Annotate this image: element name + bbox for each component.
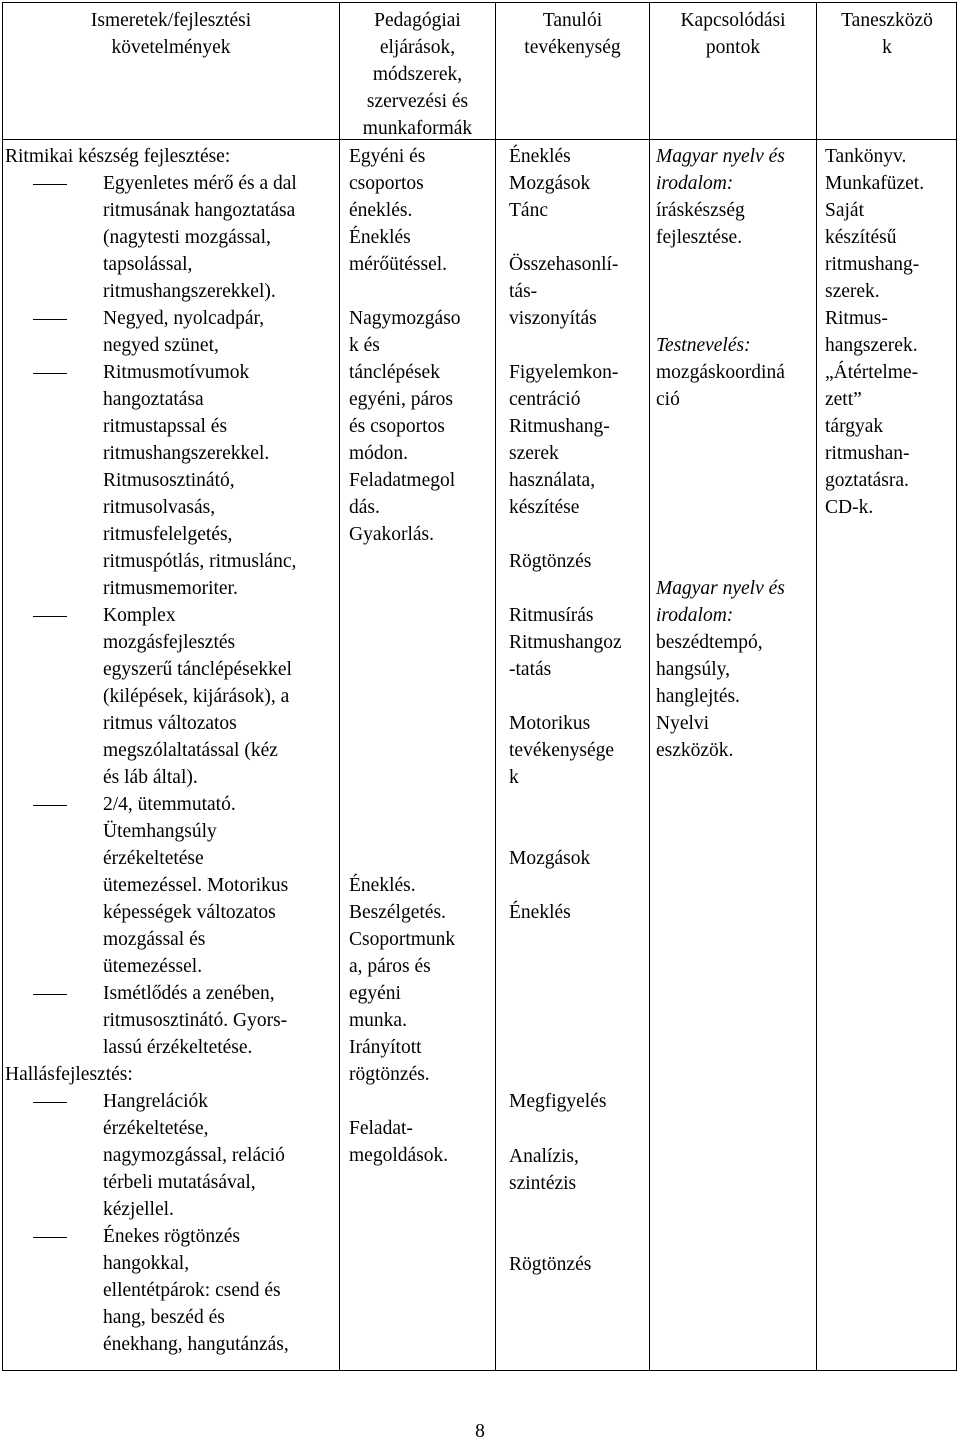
connection-text: ció bbox=[656, 389, 680, 410]
header-line: Tanulói bbox=[542, 10, 603, 31]
bullet-text: megszólaltatással (kéz bbox=[103, 740, 278, 761]
dash-bullet bbox=[33, 1102, 67, 1103]
activity-text: tás- bbox=[509, 281, 538, 302]
method-text: Beszélgetés. bbox=[349, 902, 446, 923]
bullet-text: Egyenletes mérő és a dal bbox=[103, 173, 297, 194]
bullet-text: ritmusmemoriter. bbox=[103, 578, 238, 599]
header-skills bbox=[3, 7, 339, 61]
connections-cell bbox=[656, 143, 816, 1368]
tool-text: szerek. bbox=[825, 281, 880, 302]
activity-text: Ritmushang- bbox=[509, 416, 610, 437]
dash-bullet bbox=[33, 319, 67, 320]
connection-text: fejlesztése. bbox=[656, 227, 743, 248]
method-text: dás. bbox=[349, 497, 380, 518]
bullet-text: hangokkal, bbox=[103, 1253, 190, 1274]
dash-bullet bbox=[33, 373, 67, 374]
bullet-text: ütemezéssel. Motorikus bbox=[103, 875, 289, 896]
bullet-text: Negyed, nyolcadpár, bbox=[103, 308, 265, 329]
activity-text: k bbox=[509, 767, 519, 788]
bullet-text: Komplex bbox=[103, 605, 176, 626]
tool-text: Saját bbox=[825, 200, 864, 221]
header-line: pontok bbox=[705, 37, 761, 58]
dash-bullet bbox=[33, 805, 67, 806]
bullet-text: Ritmusmotívumok bbox=[103, 362, 250, 383]
bullet-text: kézjellel. bbox=[103, 1199, 174, 1220]
activity-text: Éneklés bbox=[509, 146, 571, 167]
bullet-text: ritmusfelelgetés, bbox=[103, 524, 233, 545]
bullet-text: ütemezéssel. bbox=[103, 956, 203, 977]
bullet-text: ritmushangszerekkel). bbox=[103, 281, 276, 302]
tool-text: készítésű bbox=[825, 227, 897, 248]
bullet-text: tapsolással, bbox=[103, 254, 193, 275]
method-text: Éneklés. bbox=[349, 875, 416, 896]
bullet-text: 2/4, ütemmutató. bbox=[103, 794, 236, 815]
subject-label: Magyar nyelv és bbox=[656, 146, 785, 167]
method-text: Irányított bbox=[349, 1037, 422, 1058]
bullet-text: negyed szünet, bbox=[103, 335, 219, 356]
header-tools bbox=[817, 7, 957, 61]
activity-text: készítése bbox=[509, 497, 580, 518]
bullet-text: egyszerű tánclépésekkel bbox=[103, 659, 292, 680]
method-text: egyéni, páros bbox=[349, 389, 453, 410]
bullet-text: (kilépések, kijárások), a bbox=[103, 686, 290, 707]
column-divider bbox=[339, 3, 340, 1370]
tool-text: hangszerek. bbox=[825, 335, 918, 356]
activity-text: Motorikus bbox=[509, 713, 591, 734]
method-text: Feladat- bbox=[349, 1118, 413, 1139]
header-student-activity bbox=[496, 7, 649, 61]
bullet-text: ritmusolvasás, bbox=[103, 497, 216, 518]
header-connections bbox=[650, 7, 816, 61]
student-activity-cell bbox=[509, 143, 649, 1368]
method-text: csoportos bbox=[349, 173, 424, 194]
tool-text: Tankönyv. bbox=[825, 146, 907, 167]
bullet-text: hangoztatása bbox=[103, 389, 204, 410]
header-line: Kapcsolódási bbox=[680, 10, 786, 31]
header-line: eljárások, bbox=[379, 37, 456, 58]
activity-text: szerek bbox=[509, 443, 559, 464]
connection-text: hanglejtés. bbox=[656, 686, 740, 707]
bullet-text: térbeli mutatásával, bbox=[103, 1172, 256, 1193]
connection-text: Nyelvi bbox=[656, 713, 710, 734]
method-text: Egyéni és bbox=[349, 146, 426, 167]
dash-bullet bbox=[33, 994, 67, 995]
bullet-text: Ritmusosztinátó, bbox=[103, 470, 235, 491]
header-line: szervezési és bbox=[366, 91, 469, 112]
method-text: a, páros és bbox=[349, 956, 431, 977]
connection-text: hangsúly, bbox=[656, 659, 731, 680]
bullet-text: lassú érzékeltetése. bbox=[103, 1037, 253, 1058]
subject-label: Testnevelés: bbox=[656, 335, 751, 356]
header-line: k bbox=[882, 37, 892, 58]
skills-cell bbox=[5, 143, 339, 1368]
tool-text: ritmushang- bbox=[825, 254, 920, 275]
bullet-text: érzékeltetése, bbox=[103, 1118, 209, 1139]
bullet-text: mozgásfejlesztés bbox=[103, 632, 236, 653]
bullet-text: Ütemhangsúly bbox=[103, 821, 217, 842]
bullet-text: képességek változatos bbox=[103, 902, 276, 923]
activity-text: szintézis bbox=[509, 1173, 577, 1194]
method-text: Gyakorlás. bbox=[349, 524, 435, 545]
bullet-text: ritmuspótlás, ritmuslánc, bbox=[103, 551, 297, 572]
tools-cell bbox=[825, 143, 957, 1368]
method-text: rögtönzés. bbox=[349, 1064, 430, 1085]
section-heading-rhythm: Ritmikai készség fejlesztése: bbox=[5, 146, 231, 167]
bullet-text: ritmus változatos bbox=[103, 713, 237, 734]
method-text: Csoportmunk bbox=[349, 929, 456, 950]
tool-text: ritmushan- bbox=[825, 443, 910, 464]
connection-text: eszközök. bbox=[656, 740, 734, 761]
section-heading-hearing: Hallásfejlesztés: bbox=[5, 1064, 133, 1085]
tool-text: goztatásra. bbox=[825, 470, 909, 491]
bullet-text: ritmusának hangoztatása bbox=[103, 200, 296, 221]
method-text: munka. bbox=[349, 1010, 407, 1031]
column-divider bbox=[816, 3, 817, 1370]
dash-bullet bbox=[33, 184, 67, 185]
method-text: Éneklés bbox=[349, 227, 411, 248]
method-text: és csoportos bbox=[349, 416, 445, 437]
tool-text: Munkafüzet. bbox=[825, 173, 925, 194]
method-text: módon. bbox=[349, 443, 409, 464]
dash-bullet bbox=[33, 1237, 67, 1238]
method-text: Feladatmegol bbox=[349, 470, 456, 491]
activity-text: Tánc bbox=[509, 200, 548, 221]
header-line: módszerek, bbox=[372, 64, 463, 85]
method-text: éneklés. bbox=[349, 200, 413, 221]
header-line: tevékenység bbox=[524, 37, 621, 58]
header-line: Pedagógiai bbox=[374, 10, 461, 31]
tool-text: Ritmus- bbox=[825, 308, 888, 329]
bullet-text: ritmushangszerekkel. bbox=[103, 443, 270, 464]
connection-text: íráskészség bbox=[656, 200, 745, 221]
header-line: Ismeretek/fejlesztési bbox=[90, 10, 252, 31]
bullet-text: (nagytesti mozgással, bbox=[103, 227, 271, 248]
curriculum-table bbox=[2, 2, 957, 1371]
tool-text: zett” bbox=[825, 389, 862, 410]
activity-text: Éneklés bbox=[509, 902, 571, 923]
header-line: Taneszközö bbox=[841, 10, 933, 31]
method-text: Nagymozgáso bbox=[349, 308, 461, 329]
header-methods bbox=[340, 7, 495, 142]
activity-text: Összehasonlí- bbox=[509, 254, 619, 275]
tool-text: „Átértelme- bbox=[825, 362, 919, 383]
activity-text: Ritmushangoz bbox=[509, 632, 622, 653]
activity-text: centráció bbox=[509, 389, 581, 410]
subject-label: irodalom: bbox=[656, 605, 734, 626]
activity-text: tevékenysége bbox=[509, 740, 615, 761]
activity-text: -tatás bbox=[509, 659, 552, 680]
activity-text: Mozgások bbox=[509, 848, 591, 869]
bullet-text: és láb által). bbox=[103, 767, 198, 788]
method-text: megoldások. bbox=[349, 1145, 449, 1166]
header-line: munkaformák bbox=[362, 118, 473, 139]
bullet-text: nagymozgással, reláció bbox=[103, 1145, 285, 1166]
bullet-text: hang, beszéd és bbox=[103, 1307, 225, 1328]
connection-text: beszédtempó, bbox=[656, 632, 763, 653]
method-text: tánclépések bbox=[349, 362, 440, 383]
column-divider bbox=[649, 3, 650, 1370]
page-number: 8 bbox=[475, 1421, 485, 1442]
activity-text: használata, bbox=[509, 470, 596, 491]
activity-text: Mozgások bbox=[509, 173, 591, 194]
bullet-text: érzékeltetése bbox=[103, 848, 204, 869]
connection-text: mozgáskoordiná bbox=[656, 362, 785, 383]
activity-text: viszonyítás bbox=[509, 308, 597, 329]
bullet-text: Hangrelációk bbox=[103, 1091, 209, 1112]
bullet-text: Énekes rögtönzés bbox=[103, 1226, 240, 1247]
activity-text: Figyelemkon- bbox=[509, 362, 619, 383]
bullet-text: ellentétpárok: csend és bbox=[103, 1280, 281, 1301]
activity-text: Ritmusírás bbox=[509, 605, 594, 626]
activity-text: Rögtönzés bbox=[509, 1254, 592, 1275]
dash-bullet bbox=[33, 616, 67, 617]
methods-cell bbox=[349, 143, 493, 1368]
method-text: egyéni bbox=[349, 983, 401, 1004]
column-divider bbox=[495, 3, 496, 1370]
activity-text: Analízis, bbox=[509, 1146, 579, 1167]
bullet-text: ritmusosztinátó. Gyors- bbox=[103, 1010, 288, 1031]
method-text: k és bbox=[349, 335, 380, 356]
bullet-text: énekhang, hangutánzás, bbox=[103, 1334, 289, 1355]
activity-text: Megfigyelés bbox=[509, 1091, 607, 1112]
method-text: mérőütéssel. bbox=[349, 254, 448, 275]
activity-text: Rögtönzés bbox=[509, 551, 592, 572]
subject-label: irodalom: bbox=[656, 173, 734, 194]
subject-label: Magyar nyelv és bbox=[656, 578, 785, 599]
bullet-text: ritmustapssal és bbox=[103, 416, 228, 437]
tool-text: tárgyak bbox=[825, 416, 884, 437]
tool-text: CD-k. bbox=[825, 497, 874, 518]
header-line: követelmények bbox=[111, 37, 231, 58]
bullet-text: Ismétlődés a zenében, bbox=[103, 983, 275, 1004]
bullet-text: mozgással és bbox=[103, 929, 206, 950]
